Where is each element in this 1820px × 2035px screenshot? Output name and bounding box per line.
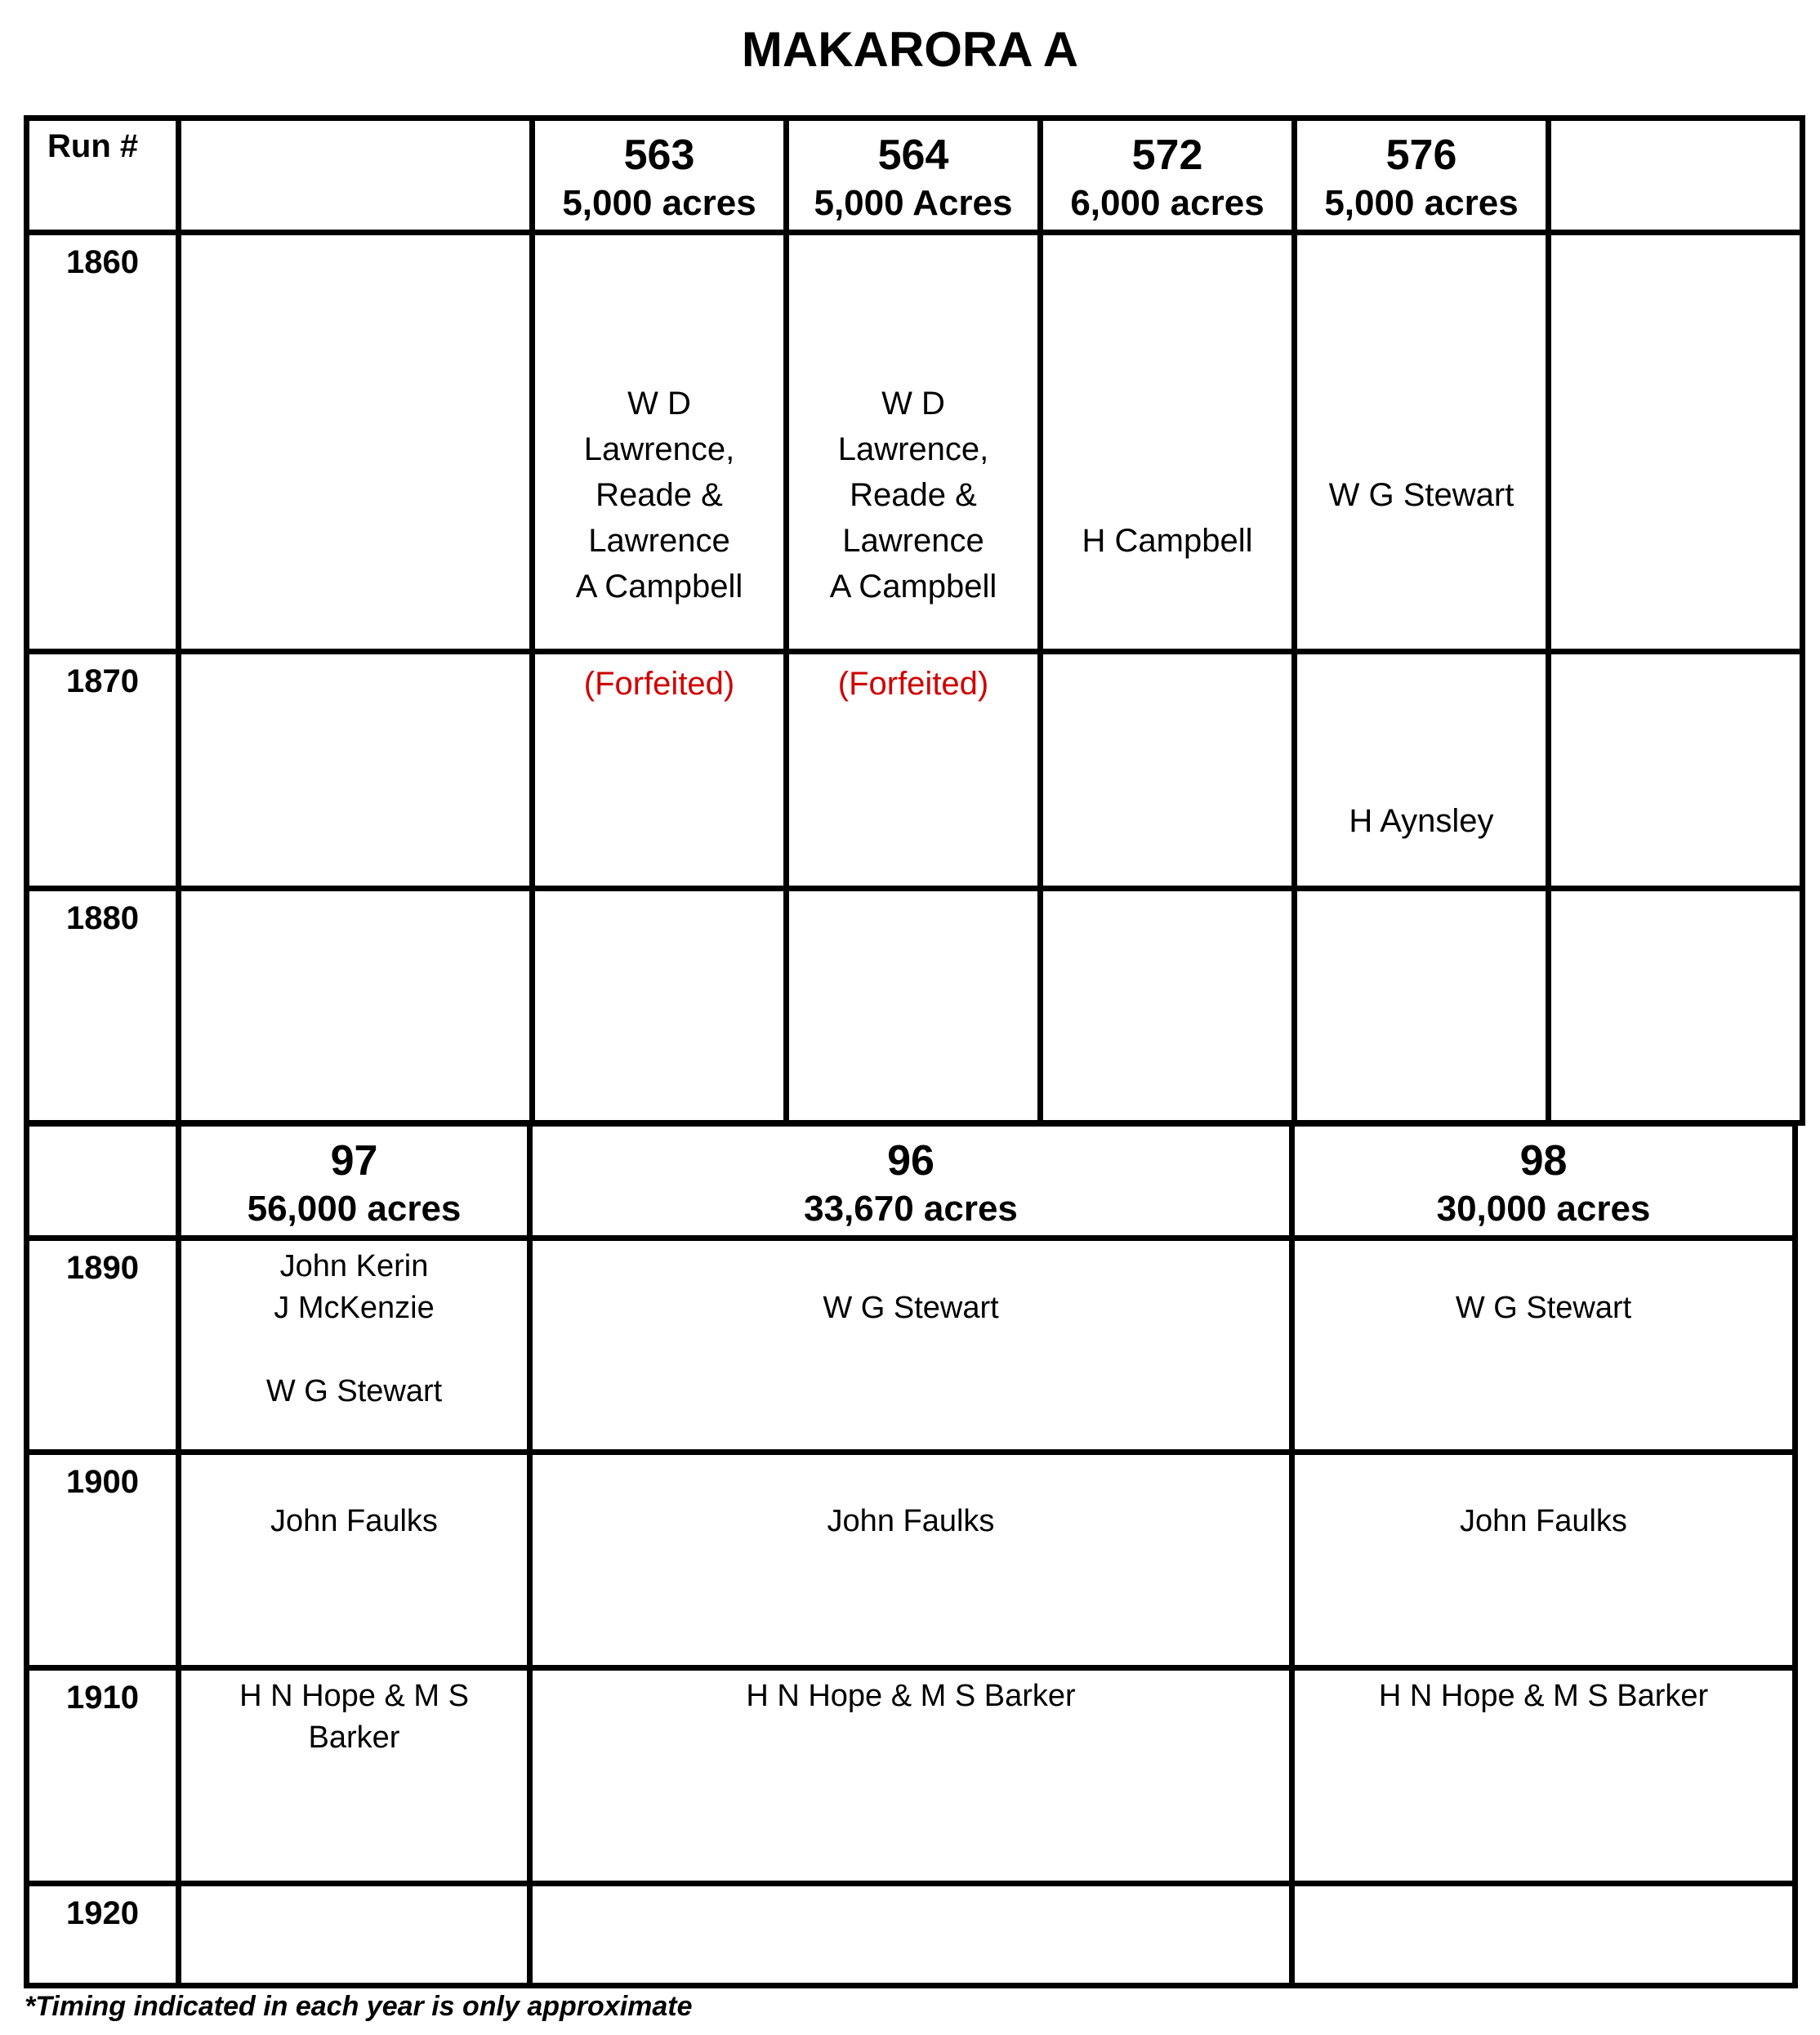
- year-row-1890: [27, 1238, 1795, 1453]
- cell-98-1900: [1292, 1453, 1795, 1668]
- timing-footnote: *Timing indicated in each year is only approximate: [25, 1991, 693, 2022]
- owner-line: John Kerin: [279, 1249, 429, 1283]
- cell-576-1860: [1295, 233, 1549, 652]
- owner-line: A Campbell: [575, 569, 743, 605]
- run-header-576: [1295, 118, 1549, 233]
- owner-line: Lawrence: [588, 523, 730, 559]
- owner-line: W G Stewart: [823, 1291, 999, 1325]
- owner-line: J McKenzie: [274, 1291, 435, 1325]
- owner-line: W D: [627, 386, 691, 422]
- run-number: 563: [623, 132, 695, 179]
- year-label: 1920: [66, 1895, 139, 1931]
- cell-96-1890: [530, 1238, 1292, 1453]
- page-title: MAKARORA A: [741, 22, 1079, 77]
- empty-cell: [1292, 1884, 1795, 1986]
- owner-line: W D: [881, 386, 945, 422]
- cell-563-1860: [533, 233, 787, 652]
- empty-cell: [787, 889, 1041, 1123]
- year-row-1910: [27, 1668, 1795, 1884]
- year-cell: [27, 1238, 179, 1453]
- year-row-1860: [27, 233, 1803, 652]
- year-row-1870: [27, 652, 1803, 889]
- year-cell: [27, 889, 179, 1123]
- cell-97-1910: [179, 1668, 530, 1884]
- runs-table-1860s-1880s: [24, 115, 1805, 1126]
- cell-97-1900: [179, 1453, 530, 1668]
- empty-cell: [1549, 233, 1803, 652]
- year-cell: [27, 1884, 179, 1986]
- owner-line: H Aynsley: [1349, 803, 1494, 839]
- run-area: 56,000 acres: [247, 1189, 462, 1229]
- year-label: 1900: [66, 1464, 139, 1500]
- run-number: 572: [1131, 132, 1203, 179]
- run-header-572: [1041, 118, 1295, 233]
- cell-96-1910: [530, 1668, 1292, 1884]
- run-header-563: [533, 118, 787, 233]
- year-row-1920: [27, 1884, 1795, 1986]
- empty-cell: [1549, 889, 1803, 1123]
- cell-576-1870: [1295, 652, 1549, 889]
- empty-cell: [1549, 118, 1803, 233]
- owner-line: John Faulks: [1460, 1504, 1627, 1538]
- year-row-1880: [27, 889, 1803, 1123]
- owner-line: Lawrence,: [583, 431, 735, 467]
- forfeited-note: (Forfeited): [837, 666, 989, 702]
- empty-cell: [179, 233, 533, 652]
- owner-line: John Faulks: [270, 1504, 438, 1538]
- owner-line: Barker: [308, 1720, 400, 1755]
- owner-line: H N Hope & M S: [239, 1679, 469, 1713]
- year-label: 1860: [66, 244, 139, 280]
- empty-cell: [1549, 652, 1803, 889]
- empty-cell: [179, 1884, 530, 1986]
- header-row: [27, 118, 1803, 233]
- year-label: 1890: [66, 1250, 139, 1286]
- owner-line: W G Stewart: [265, 1374, 443, 1408]
- run-number: 576: [1385, 132, 1457, 179]
- empty-cell: [1041, 652, 1295, 889]
- year-label: 1910: [66, 1680, 139, 1716]
- empty-cell: [179, 889, 533, 1123]
- runs-table-1890s-1920s: [24, 1121, 1798, 1988]
- year-cell: [27, 652, 179, 889]
- run-number: 97: [330, 1137, 378, 1185]
- empty-cell: [1295, 889, 1549, 1123]
- year-label: 1880: [66, 900, 139, 936]
- run-number: 98: [1519, 1137, 1568, 1185]
- run-area: 33,670 acres: [804, 1189, 1018, 1229]
- empty-cell: [1041, 889, 1295, 1123]
- run-header-98: [1292, 1124, 1795, 1238]
- owner-line: Reade &: [850, 477, 977, 513]
- year-cell: [27, 1668, 179, 1884]
- owner-line: A Campbell: [829, 569, 997, 605]
- empty-cell: [533, 889, 787, 1123]
- run-header-96: [530, 1124, 1292, 1238]
- run-area: 6,000 acres: [1070, 183, 1265, 223]
- owner-line: H N Hope & M S Barker: [746, 1679, 1076, 1713]
- run-label-cell: [27, 118, 179, 233]
- run-number: 564: [877, 132, 949, 179]
- cell-96-1900: [530, 1453, 1292, 1668]
- year-cell: [27, 1453, 179, 1668]
- empty-cell: [27, 1124, 179, 1238]
- run-header-97: [179, 1124, 530, 1238]
- year-row-1900: [27, 1453, 1795, 1668]
- run-area: 5,000 acres: [562, 183, 756, 223]
- owner-line: W G Stewart: [1328, 477, 1514, 513]
- run-header-564: [787, 118, 1041, 233]
- forfeited-note: (Forfeited): [583, 666, 735, 702]
- cell-97-1890: [179, 1238, 530, 1453]
- owner-line: Lawrence: [842, 523, 984, 559]
- owner-line: Reade &: [596, 477, 723, 513]
- run-area: 5,000 acres: [1324, 183, 1519, 223]
- owner-line: H N Hope & M S Barker: [1378, 1679, 1709, 1713]
- owner-line: W G Stewart: [1455, 1291, 1632, 1325]
- owner-line: Lawrence,: [837, 431, 989, 467]
- cell-98-1890: [1292, 1238, 1795, 1453]
- empty-cell: [179, 652, 533, 889]
- cell-572-1860: [1041, 233, 1295, 652]
- cell-564-1870: [787, 652, 1041, 889]
- year-label: 1870: [66, 663, 139, 699]
- run-label: Run #: [47, 128, 139, 164]
- empty-cell: [179, 118, 533, 233]
- cell-564-1860: [787, 233, 1041, 652]
- run-area: 30,000 acres: [1436, 1189, 1651, 1229]
- owner-line: H Campbell: [1082, 523, 1253, 559]
- empty-cell: [530, 1884, 1292, 1986]
- run-number: 96: [887, 1137, 935, 1185]
- owner-line: John Faulks: [827, 1504, 995, 1538]
- run-area: 5,000 Acres: [814, 183, 1013, 223]
- header-row: [27, 1124, 1795, 1238]
- cell-563-1870: [533, 652, 787, 889]
- cell-98-1910: [1292, 1668, 1795, 1884]
- year-cell: [27, 233, 179, 652]
